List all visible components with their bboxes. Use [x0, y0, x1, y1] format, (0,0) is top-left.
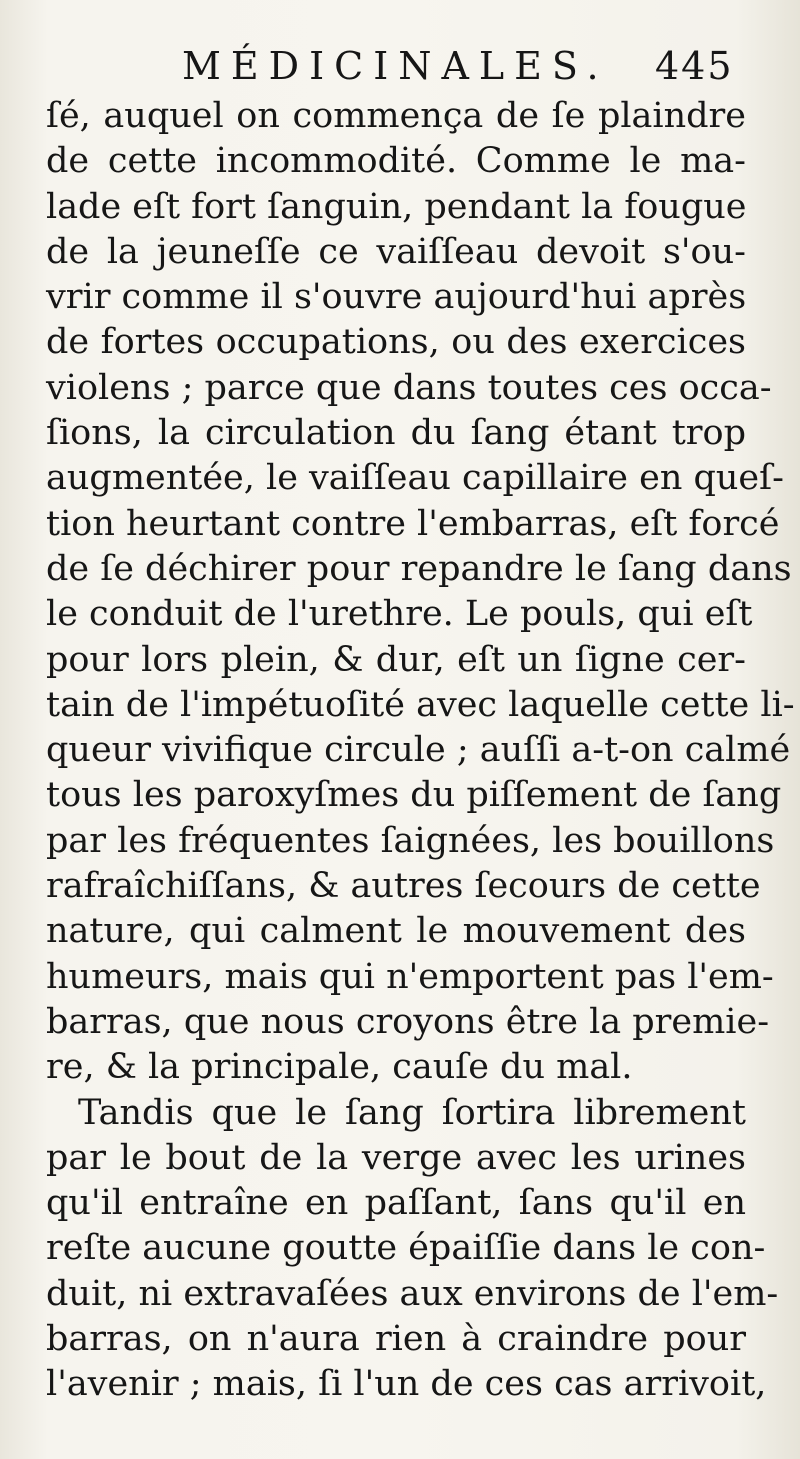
text-line: queur vivifique circule ; auſſi a-t-on calmé — [46, 730, 791, 771]
text-line: le conduit de l'urethre. Le pouls, qui eſt — [46, 594, 753, 635]
text-line: tain de l'impétuoſité avec laquelle cette li- — [46, 684, 795, 725]
text-line: tion heurtant contre l'embarras, eſt forcé — [46, 503, 780, 544]
text-line: par le bout de la verge avec les urines — [46, 1137, 746, 1178]
paragraph-start-line: Tandis que le ſang ſortira librement — [78, 1092, 746, 1133]
text-line: tous les paroxyſmes du piſſement de ſang — [46, 775, 782, 816]
text-line: ſé, auquel on commença de ſe plaindre — [46, 96, 746, 136]
text-line: barras, on n'aura rien à craindre pour — [46, 1319, 746, 1360]
text-line: qu'il entraîne en paſſant, ſans qu'il en — [46, 1183, 746, 1224]
text-line: reſte aucune goutte épaiſſie dans le con- — [46, 1228, 766, 1269]
text-line: de fortes occupations, ou des exercices — [46, 322, 746, 363]
text-line: de cette incommodité. Comme le ma- — [46, 141, 746, 182]
text-line: de la jeuneſſe ce vaiſſeau devoit s'ou- — [46, 231, 746, 272]
text-line: rafraîchiſſans, & autres ſecours de cette — [46, 866, 761, 907]
text-line: l'avenir ; mais, ſi l'un de ces cas arrivoit, — [46, 1364, 767, 1405]
text-line: pour lors plein, & dur, eſt un ſigne cer- — [46, 639, 746, 680]
text-line: humeurs, mais qui n'emportent pas l'em- — [46, 956, 774, 997]
text-line: augmentée, le vaiſſeau capillaire en queſ- — [46, 458, 784, 499]
text-line: vrir comme il s'ouvre aujourd'hui après — [46, 277, 747, 318]
text-line: violens ; parce que dans toutes ces occa- — [46, 367, 772, 408]
text-line: ſions, la circulation du ſang étant trop — [46, 413, 746, 454]
text-line: par les fréquentes ſaignées, les bouillons — [46, 820, 775, 861]
text-line: barras, que nous croyons être la premie- — [46, 1001, 770, 1042]
running-head: MÉDICINALES. — [182, 44, 609, 88]
body-text — [46, 94, 795, 1408]
page-number: 445 — [655, 44, 734, 88]
text-line: duit, ni extravaſées aux environs de l'em- — [46, 1273, 779, 1314]
text-line: nature, qui calment le mouvement des — [46, 911, 746, 952]
text-line: de ſe déchirer pour repandre le ſang dans — [46, 548, 792, 589]
text-line: lade eſt fort ſanguin, pendant la fougue — [46, 186, 747, 227]
paragraph-end-line: re, & la principale, cauſe du mal. — [46, 1047, 633, 1088]
